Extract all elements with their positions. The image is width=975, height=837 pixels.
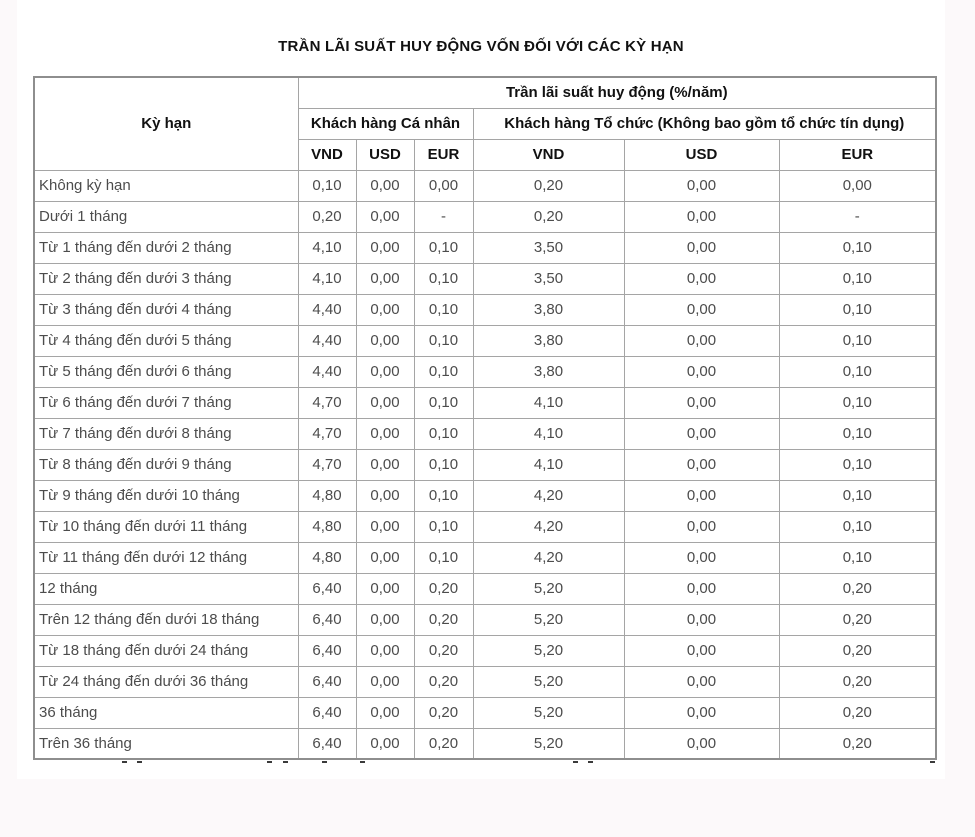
term-cell: Từ 7 tháng đến dưới 8 tháng [34, 418, 298, 449]
table-row [34, 542, 936, 573]
rate-cell: 0,00 [624, 666, 779, 697]
table-header [34, 77, 936, 170]
rate-cell: 0,10 [779, 387, 936, 418]
table-row [34, 635, 936, 666]
rate-cell: 0,10 [414, 480, 473, 511]
term-cell: Trên 12 tháng đến dưới 18 tháng [34, 604, 298, 635]
rate-cell: 0,10 [779, 480, 936, 511]
rate-cell: 6,40 [298, 728, 356, 759]
term-column-header: Kỳ hạn [34, 77, 298, 170]
rate-cell: 0,00 [356, 728, 414, 759]
rate-cell: 6,40 [298, 604, 356, 635]
rate-cell: 0,10 [414, 356, 473, 387]
term-cell: 12 tháng [34, 573, 298, 604]
rate-cell: 4,80 [298, 542, 356, 573]
rate-cell: 0,00 [624, 170, 779, 201]
term-cell: Từ 2 tháng đến dưới 3 tháng [34, 263, 298, 294]
rate-cell: 4,10 [298, 263, 356, 294]
rate-cell: 0,00 [624, 635, 779, 666]
rate-cell: 0,00 [356, 573, 414, 604]
currency-header-vnd-individual: VND [298, 139, 356, 170]
table-row [34, 418, 936, 449]
rate-cell: 4,10 [473, 418, 624, 449]
table-row [34, 728, 936, 759]
rate-cell: 0,00 [356, 511, 414, 542]
term-cell: Từ 11 tháng đến dưới 12 tháng [34, 542, 298, 573]
rate-cell: - [414, 201, 473, 232]
rate-cell: 0,00 [624, 232, 779, 263]
rate-cell: 0,00 [624, 728, 779, 759]
rate-cell: 0,20 [779, 666, 936, 697]
rate-cell: 0,20 [414, 666, 473, 697]
page-title: TRẦN LÃI SUẤT HUY ĐỘNG VỐN ĐỐI VỚI CÁC KỲ HẠN [278, 38, 684, 55]
term-cell: Từ 3 tháng đến dưới 4 tháng [34, 294, 298, 325]
rate-cell: 0,00 [356, 418, 414, 449]
rate-cell: 0,10 [779, 294, 936, 325]
table-row [34, 294, 936, 325]
rate-cell: 0,20 [414, 573, 473, 604]
table-row [34, 325, 936, 356]
rate-cell: 3,50 [473, 263, 624, 294]
rate-cell: 0,10 [414, 325, 473, 356]
term-cell: 36 tháng [34, 697, 298, 728]
rate-cell: 4,10 [473, 387, 624, 418]
rate-cell: 0,00 [779, 170, 936, 201]
rate-cell: 0,20 [779, 573, 936, 604]
rate-cell: 0,20 [779, 728, 936, 759]
rate-cell: 0,00 [624, 294, 779, 325]
clipped-text-mark [322, 761, 327, 763]
rate-cell: 0,10 [414, 263, 473, 294]
rate-cell: 0,00 [624, 697, 779, 728]
rate-cell: 0,00 [356, 604, 414, 635]
term-cell: Không kỳ hạn [34, 170, 298, 201]
rate-cell: 4,20 [473, 511, 624, 542]
clipped-text-mark [137, 761, 142, 763]
rate-cell: 4,70 [298, 449, 356, 480]
rate-cell: 0,00 [624, 480, 779, 511]
rate-cell: 0,00 [356, 666, 414, 697]
rate-cell: 4,80 [298, 511, 356, 542]
rate-cell: 0,00 [624, 387, 779, 418]
rate-cell: 0,10 [779, 325, 936, 356]
rate-cell: 0,00 [356, 263, 414, 294]
rate-cell: 3,80 [473, 356, 624, 387]
rate-cell: 0,20 [473, 170, 624, 201]
organization-customers-header: Khách hàng Tổ chức (Không bao gồm tổ chức tín dụng) [473, 108, 936, 139]
rate-cell: 0,20 [779, 604, 936, 635]
rate-cell: 0,00 [356, 480, 414, 511]
rate-cell: 6,40 [298, 666, 356, 697]
clipped-text-mark [588, 761, 593, 763]
term-cell: Từ 4 tháng đến dưới 5 tháng [34, 325, 298, 356]
rate-cell: 0,00 [356, 201, 414, 232]
term-cell: Từ 5 tháng đến dưới 6 tháng [34, 356, 298, 387]
rate-cell: 6,40 [298, 573, 356, 604]
rate-cell: 0,00 [356, 294, 414, 325]
header-row-rate-cap [34, 77, 936, 108]
clipped-text-mark [283, 761, 288, 763]
rate-cell: 0,00 [624, 604, 779, 635]
rate-cell: 3,80 [473, 325, 624, 356]
table-row [34, 232, 936, 263]
term-cell: Dưới 1 tháng [34, 201, 298, 232]
rate-cell: 0,00 [414, 170, 473, 201]
rate-cell: 0,20 [414, 604, 473, 635]
term-cell: Trên 36 tháng [34, 728, 298, 759]
rate-cap-header: Trần lãi suất huy động (%/năm) [298, 77, 936, 108]
clipped-row-remnant [33, 760, 935, 764]
rate-cell: 4,10 [298, 232, 356, 263]
table-row [34, 697, 936, 728]
rate-cell: 4,70 [298, 387, 356, 418]
table-row [34, 511, 936, 542]
rate-cell: 0,00 [356, 635, 414, 666]
rate-cell: 0,00 [624, 201, 779, 232]
rate-cell: 0,10 [779, 356, 936, 387]
rate-cell: 4,10 [473, 449, 624, 480]
term-cell: Từ 24 tháng đến dưới 36 tháng [34, 666, 298, 697]
currency-header-usd-individual: USD [356, 139, 414, 170]
table-row [34, 666, 936, 697]
term-cell: Từ 8 tháng đến dưới 9 tháng [34, 449, 298, 480]
rate-cell: 0,10 [779, 511, 936, 542]
rate-cell: 0,20 [414, 697, 473, 728]
rate-cell: 0,00 [356, 170, 414, 201]
term-cell: Từ 6 tháng đến dưới 7 tháng [34, 387, 298, 418]
rate-cell: 6,40 [298, 697, 356, 728]
currency-header-usd-organization: USD [624, 139, 779, 170]
rate-cell: 0,10 [414, 294, 473, 325]
rate-cell: 0,10 [414, 387, 473, 418]
rate-cell: 0,20 [473, 201, 624, 232]
interest-rates-table [33, 76, 937, 760]
rate-cell: 0,10 [414, 449, 473, 480]
table-row [34, 449, 936, 480]
table-row [34, 573, 936, 604]
term-cell: Từ 9 tháng đến dưới 10 tháng [34, 480, 298, 511]
rate-cell: 0,00 [356, 232, 414, 263]
rate-cell: 0,10 [779, 418, 936, 449]
rate-cell: 0,20 [414, 728, 473, 759]
table-row [34, 356, 936, 387]
rate-cell: - [779, 201, 936, 232]
table-row [34, 201, 936, 232]
rate-cell: 0,20 [779, 635, 936, 666]
table-row [34, 170, 936, 201]
rate-cell: 0,00 [356, 697, 414, 728]
rate-cell: 4,20 [473, 480, 624, 511]
individual-customers-header: Khách hàng Cá nhân [298, 108, 473, 139]
rate-cell: 0,00 [356, 542, 414, 573]
clipped-text-mark [267, 761, 272, 763]
rate-cell: 0,20 [414, 635, 473, 666]
rate-cell: 0,00 [356, 356, 414, 387]
rate-cell: 4,80 [298, 480, 356, 511]
rate-cell: 0,10 [414, 542, 473, 573]
rate-cell: 6,40 [298, 635, 356, 666]
rate-cell: 4,20 [473, 542, 624, 573]
rate-cell: 0,10 [779, 232, 936, 263]
rate-cell: 4,40 [298, 356, 356, 387]
rate-cell: 4,40 [298, 294, 356, 325]
clipped-text-mark [930, 761, 935, 763]
rate-cell: 0,10 [298, 170, 356, 201]
rate-cell: 0,10 [414, 232, 473, 263]
table-row [34, 604, 936, 635]
rate-cell: 0,10 [414, 418, 473, 449]
table-row [34, 263, 936, 294]
currency-header-vnd-organization: VND [473, 139, 624, 170]
rate-cell: 0,00 [356, 387, 414, 418]
rate-cell: 0,00 [356, 325, 414, 356]
rate-cell: 5,20 [473, 573, 624, 604]
rate-cell: 5,20 [473, 604, 624, 635]
rate-cell: 0,00 [624, 542, 779, 573]
rate-cell: 5,20 [473, 697, 624, 728]
table-body [34, 170, 936, 759]
rate-cell: 3,80 [473, 294, 624, 325]
clipped-text-mark [573, 761, 578, 763]
clipped-text-mark [122, 761, 127, 763]
table-row [34, 480, 936, 511]
rate-cell: 4,40 [298, 325, 356, 356]
table-row [34, 387, 936, 418]
rate-cell: 0,00 [356, 449, 414, 480]
currency-header-eur-organization: EUR [779, 139, 936, 170]
term-cell: Từ 18 tháng đến dưới 24 tháng [34, 635, 298, 666]
rate-cell: 0,10 [414, 511, 473, 542]
rate-cell: 0,00 [624, 356, 779, 387]
rate-cell: 5,20 [473, 635, 624, 666]
rate-cell: 0,20 [298, 201, 356, 232]
currency-header-eur-individual: EUR [414, 139, 473, 170]
rate-cell: 4,70 [298, 418, 356, 449]
rate-cell: 0,00 [624, 449, 779, 480]
rate-cell: 0,10 [779, 542, 936, 573]
rate-cell: 0,00 [624, 573, 779, 604]
rate-cell: 0,20 [779, 697, 936, 728]
clipped-text-mark [360, 761, 365, 763]
rate-cell: 0,00 [624, 325, 779, 356]
rate-cell: 0,10 [779, 263, 936, 294]
rate-cell: 0,10 [779, 449, 936, 480]
rate-cell: 5,20 [473, 666, 624, 697]
rate-cell: 0,00 [624, 511, 779, 542]
rate-cell: 0,00 [624, 263, 779, 294]
term-cell: Từ 1 tháng đến dưới 2 tháng [34, 232, 298, 263]
content-panel [17, 0, 945, 779]
rate-cell: 0,00 [624, 418, 779, 449]
rate-cell: 3,50 [473, 232, 624, 263]
term-cell: Từ 10 tháng đến dưới 11 tháng [34, 511, 298, 542]
rate-cell: 5,20 [473, 728, 624, 759]
